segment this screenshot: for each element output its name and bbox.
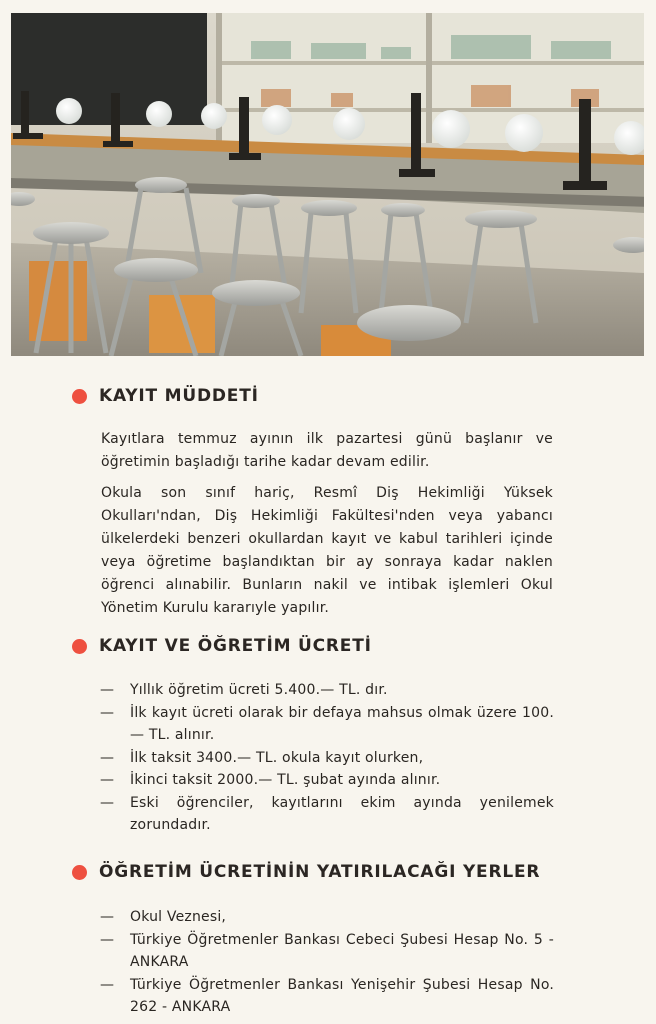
laboratory-photo — [11, 13, 644, 356]
red-bullet-icon — [72, 639, 87, 654]
dash-icon: — — [100, 772, 115, 788]
paragraph: Kayıtlara temmuz ayının ilk pazartesi günü başlanır ve öğretimin başladığı tarihe kadar devam edilir. — [101, 431, 553, 470]
fee-list — [100, 679, 554, 837]
list-item: — İkinci taksit 2000.— TL. şubat ayında alınır. — [100, 769, 554, 792]
dash-icon: — — [100, 794, 115, 811]
list-item: — Okul Veznesi, — [100, 906, 554, 929]
section-heading-yatirilacagi-yerler — [72, 862, 540, 882]
list-item: — Türkiye Öğretmenler Bankası Cebeci Şubesi Hesap No. 5 - ANKARA — [100, 929, 554, 974]
dash-icon: — — [100, 909, 115, 925]
dash-icon: — — [100, 931, 115, 948]
section-title: ÖĞRETİM ÜCRETİNİN YATIRILACAĞI YERLER — [99, 862, 541, 882]
dash-icon: — — [100, 976, 115, 993]
dash-icon: — — [100, 682, 115, 698]
red-bullet-icon — [72, 389, 87, 404]
paragraph: Okula son sınıf hariç, Resmî Diş Hekimliği Yüksek Okulları'ndan, Diş Hekimliği Fakültesi'nden veya yabancı ülkelerdeki benzeri okullardan kayıt ve kabul tarihleri içinde veya öğretime başlandıktan bir ay sonraya kadar naklen öğrenci alınabilir. Bunların nakil ve intibak işlemleri Okul Yönetim Kurulu kararıyle yapılır. — [101, 485, 553, 616]
list-item: — İlk taksit 3400.— TL. okula kayıt olurken, — [100, 747, 554, 770]
section-title: KAYIT VE ÖĞRETİM ÜCRETİ — [99, 636, 372, 656]
section-title: KAYIT MÜDDETİ — [99, 386, 259, 406]
section-heading-kayit-muddeti — [72, 386, 259, 406]
section-heading-kayit-ve-ogretim-ucreti — [72, 636, 372, 656]
list-item: — İlk kayıt ücreti olarak bir defaya mahsus olmak üzere 100.— TL. alınır. — [100, 702, 554, 747]
payment-places-list — [100, 906, 554, 1019]
list-item: — Türkiye Öğretmenler Bankası Yenişehir Şubesi Hesap No. 262 - ANKARA — [100, 974, 554, 1019]
laboratory-photo-icon — [11, 13, 644, 356]
dash-icon: — — [100, 704, 115, 721]
red-bullet-icon — [72, 865, 87, 880]
list-item: — Yıllık öğretim ücreti 5.400.— TL. dır. — [100, 679, 554, 702]
dash-icon: — — [100, 749, 115, 766]
list-item: — Eski öğrenciler, kayıtlarını ekim ayında yenilemek zorundadır. — [100, 792, 554, 837]
